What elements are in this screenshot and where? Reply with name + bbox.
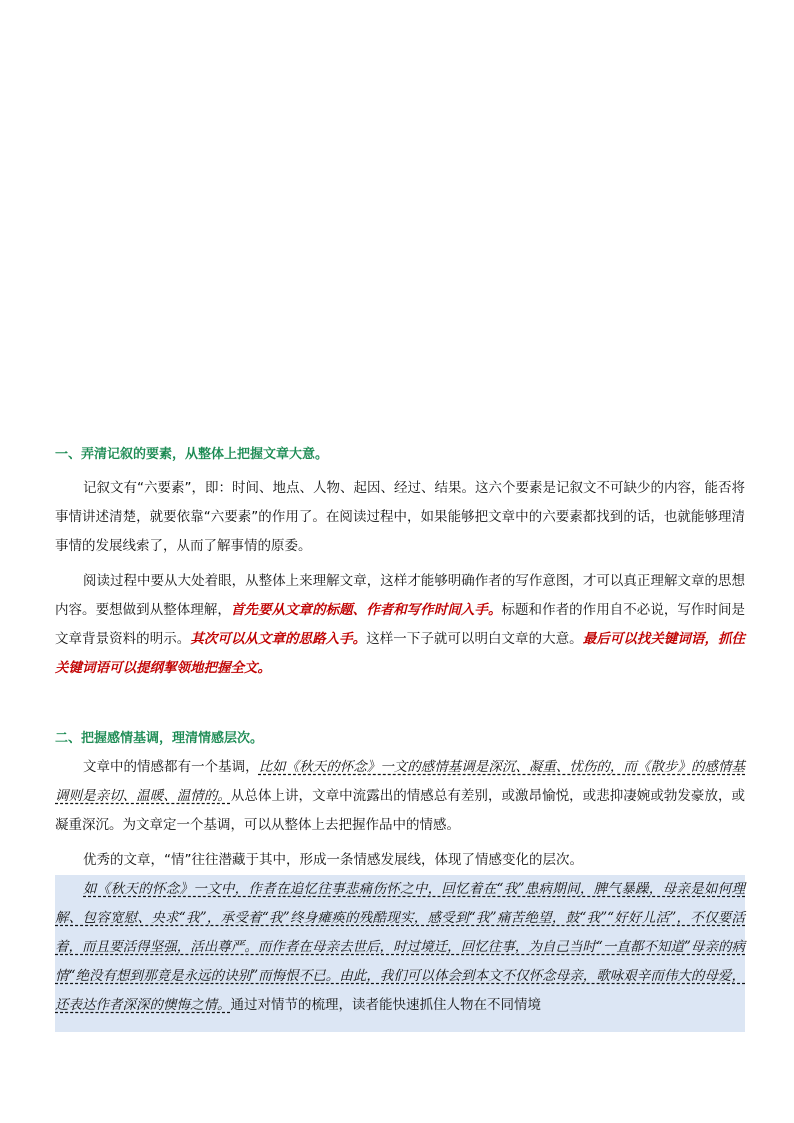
s2p3-text-b: 通过对情节的梳理，读者能快速抓住人物在不同情境 — [230, 997, 541, 1013]
section2-paragraph-2: 优秀的文章，“情”往往潜藏于其中，形成一条情感发展线，体现了情感变化的层次。 — [83, 852, 583, 868]
s2p1-example: 比如《秋天的怀念》一文的感情基调是深沉、凝重、忧伤的，而《散步》的感情基调则是亲切、温暖、温情的。 — [55, 759, 746, 804]
section2-example-box — [55, 875, 745, 1032]
s2p3-example: 如《秋天的怀念》一文中，作者在追忆往事悲痛伤怀之中，回忆着在“我”患病期间，脾气暴躁，母亲是如何理解、包容宽慰、央求“我”，承受着“我”终身瘫痪的残酷现实，感受到“我”痛苦绝望，鼓“我”“好好儿活”，不仅要活着，而且要活得坚强，活出尊严。而作者在母亲去世后，时过境迁，回忆往事，为自己当时“一直都不知道”母亲的病情“绝没有想到那竟是永远的诀别”而悔恨不已。由此，我们可以体会到本文不仅怀念母亲，歌咏艰辛而伟大的母爱，还表达作者深深的懊悔之情。 — [55, 881, 745, 1013]
p2-text-e: 这样一下子就可以明白文章的大意。 — [366, 631, 583, 647]
p2-emphasis-title: 首先要从文章的标题、作者和写作时间入手。 — [230, 602, 502, 618]
section2-heading: 二、把握感情基调，理清情感层次。 — [55, 731, 264, 746]
s2p1-text-a: 文章中的情感都有一个基调， — [83, 759, 259, 775]
section1-heading: 一、弄清记叙的要素，从整体上把握文章大意。 — [55, 447, 329, 462]
section1-paragraph-1: 记叙文有“六要素”，即：时间、地点、人物、起因、经过、结果。这六个要素是记叙文不可缺少的内容，能否将事情讲述清楚，就要依靠“六要素”的作用了。在阅读过程中，如果能够把文章中的六要素都找到的话，也就能够理清事情的发展线索了，从而了解事情的原委。 — [55, 480, 745, 554]
section1-paragraph-2 — [55, 567, 745, 683]
section2-paragraph-1 — [55, 753, 745, 840]
s2p1-text-c: 从总体上讲，文章中流露出的情感总有差别，或激昂愉悦，或悲抑凄婉或勃发豪放，或凝重深沉。为文章定一个基调，可以从整体上去把握作品中的情感。 — [55, 788, 745, 833]
p2-emphasis-keywords: 最后可以找关键词语，抓住关键词语可以提纲挈领地把握全文。 — [55, 631, 746, 676]
p2-text-a: 阅读过程中要从大处着眼，从整体上来理解文章，这样才能够明确作者的写作意图，才可以真正理解文章的思想内容。要想做到从整体理解， — [55, 573, 745, 618]
p2-text-c: 标题和作者的作用自不必说，写作时间是文章背景资料的明示。 — [55, 602, 746, 647]
p2-emphasis-structure: 其次可以从文章的思路入手。 — [190, 631, 367, 647]
